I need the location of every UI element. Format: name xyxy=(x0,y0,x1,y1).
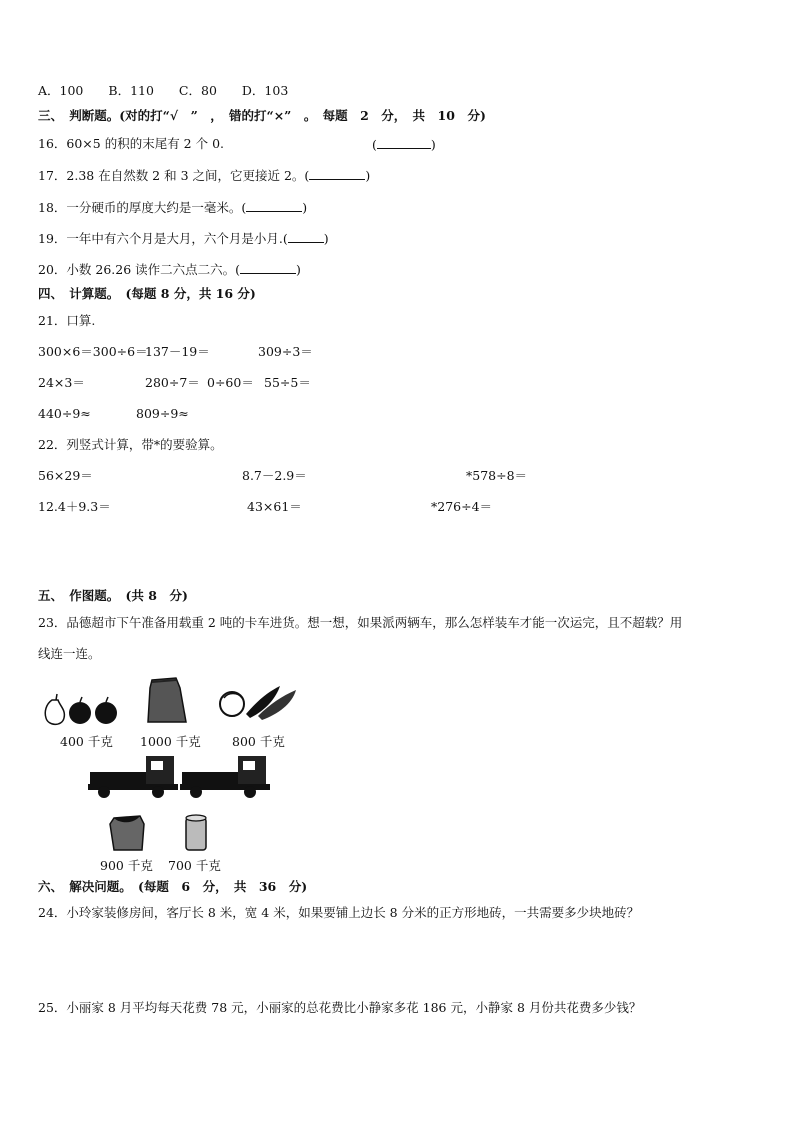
vertical-d: 12.4＋9.3＝ xyxy=(38,499,111,514)
sack-icon[interactable] xyxy=(148,678,186,722)
q24-text: 24．小玲家装修房间，客厅长 8 米，宽 4 米，如果要铺上边长 8 分米的正方形地砖，一共需要多少块地砖？ xyxy=(38,905,640,920)
vegetables-icon[interactable] xyxy=(220,686,296,720)
section3-title: 三、 判断题。(对的打“√ ” ， 错的打“×” 。 每题 2 分， 共 10 分) xyxy=(38,108,486,123)
oral-r1c2: 137－19＝ xyxy=(145,344,210,359)
q19-row xyxy=(38,230,329,247)
q17-answer-blank[interactable] xyxy=(309,167,365,180)
q17-text: 17．2.38 在自然数 2 和 3 之间，它更接近 2。( xyxy=(38,168,310,183)
vertical-e: 43×61＝ xyxy=(247,499,302,514)
q25-text: 25．小丽家 8 月平均每天花费 78 元，小丽家的总花费比小静家多花 186 元，小静家 8 月份共花费多少钱？ xyxy=(38,1000,642,1015)
q21-text: 21．口算. xyxy=(38,313,96,328)
q18-answer-blank[interactable] xyxy=(246,199,302,212)
paren-close: ) xyxy=(323,231,329,246)
vertical-c: *578÷8＝ xyxy=(466,468,528,483)
oral-r1c1: 300×6＝300÷6＝ xyxy=(38,344,148,359)
blank-line xyxy=(377,136,431,149)
oral-r2c3: 0÷60＝ xyxy=(207,375,254,390)
section5-title: 五、 作图题。 (共 8 分) xyxy=(38,588,188,603)
section6-title: 六、 解决问题。 (每题 6 分， 共 36 分) xyxy=(38,879,308,894)
jar-icon[interactable] xyxy=(186,815,206,850)
q19-answer-blank[interactable] xyxy=(288,230,324,243)
q16-answer-blank[interactable] xyxy=(372,136,436,153)
label-bag: 900 千克 xyxy=(100,858,153,873)
q23-line1: 23．品德超市下午准备用载重 2 吨的卡车进货。想一想，如果派两辆车，那么怎样装车才能一次运完，且不超载？用 xyxy=(38,615,683,630)
bag-icon[interactable] xyxy=(110,816,144,850)
paren-close: ) xyxy=(365,168,371,183)
q16-text: 16．60×5 的积的末尾有 2 个 0. xyxy=(38,136,225,151)
q18-row xyxy=(38,199,307,216)
paren-close: ) xyxy=(430,137,436,152)
label-sack: 1000 千克 xyxy=(140,734,201,749)
fruit-icon[interactable] xyxy=(45,694,117,724)
paren-close: ) xyxy=(296,262,301,277)
oral-r3c2: 809÷9≈ xyxy=(136,406,189,421)
vertical-a: 56×29＝ xyxy=(38,468,93,483)
q23-line2: 线连一连。 xyxy=(38,646,101,661)
oral-r2c2: 280÷7＝ xyxy=(145,375,200,390)
q18-text: 18．一分硬币的厚度大约是一毫米。( xyxy=(38,200,247,215)
q20-row xyxy=(38,261,301,278)
label-fruit: 400 千克 xyxy=(60,734,113,749)
paren-open: ( xyxy=(372,137,377,152)
truck-2-icon[interactable] xyxy=(180,756,270,798)
loading-figure xyxy=(30,674,320,874)
q15-options: A．100 B．110 C．80 D．103 xyxy=(38,83,289,98)
q20-answer-blank[interactable] xyxy=(240,261,296,274)
oral-r3c1: 440÷9≈ xyxy=(38,406,91,421)
label-veg: 800 千克 xyxy=(232,734,285,749)
section4-title: 四、 计算题。 (每题 8 分，共 16 分) xyxy=(38,286,256,301)
figure-drawing xyxy=(30,674,320,874)
truck-1-icon[interactable] xyxy=(88,756,178,798)
label-jar: 700 千克 xyxy=(168,858,221,873)
q20-text: 20．小数 26.26 读作二六点二六。( xyxy=(38,262,241,277)
oral-r2c4: 55÷5＝ xyxy=(264,375,311,390)
q22-text: 22．列竖式计算，带*的要验算。 xyxy=(38,437,223,452)
oral-r2c1: 24×3＝ xyxy=(38,375,85,390)
q19-text: 19．一年中有六个月是大月，六个月是小月.( xyxy=(38,231,288,246)
vertical-b: 8.7－2.9＝ xyxy=(242,468,307,483)
vertical-f: *276÷4＝ xyxy=(431,499,493,514)
oral-r1c3: 309÷3＝ xyxy=(258,344,313,359)
paren-close: ) xyxy=(302,200,308,215)
q17-row xyxy=(38,167,370,184)
